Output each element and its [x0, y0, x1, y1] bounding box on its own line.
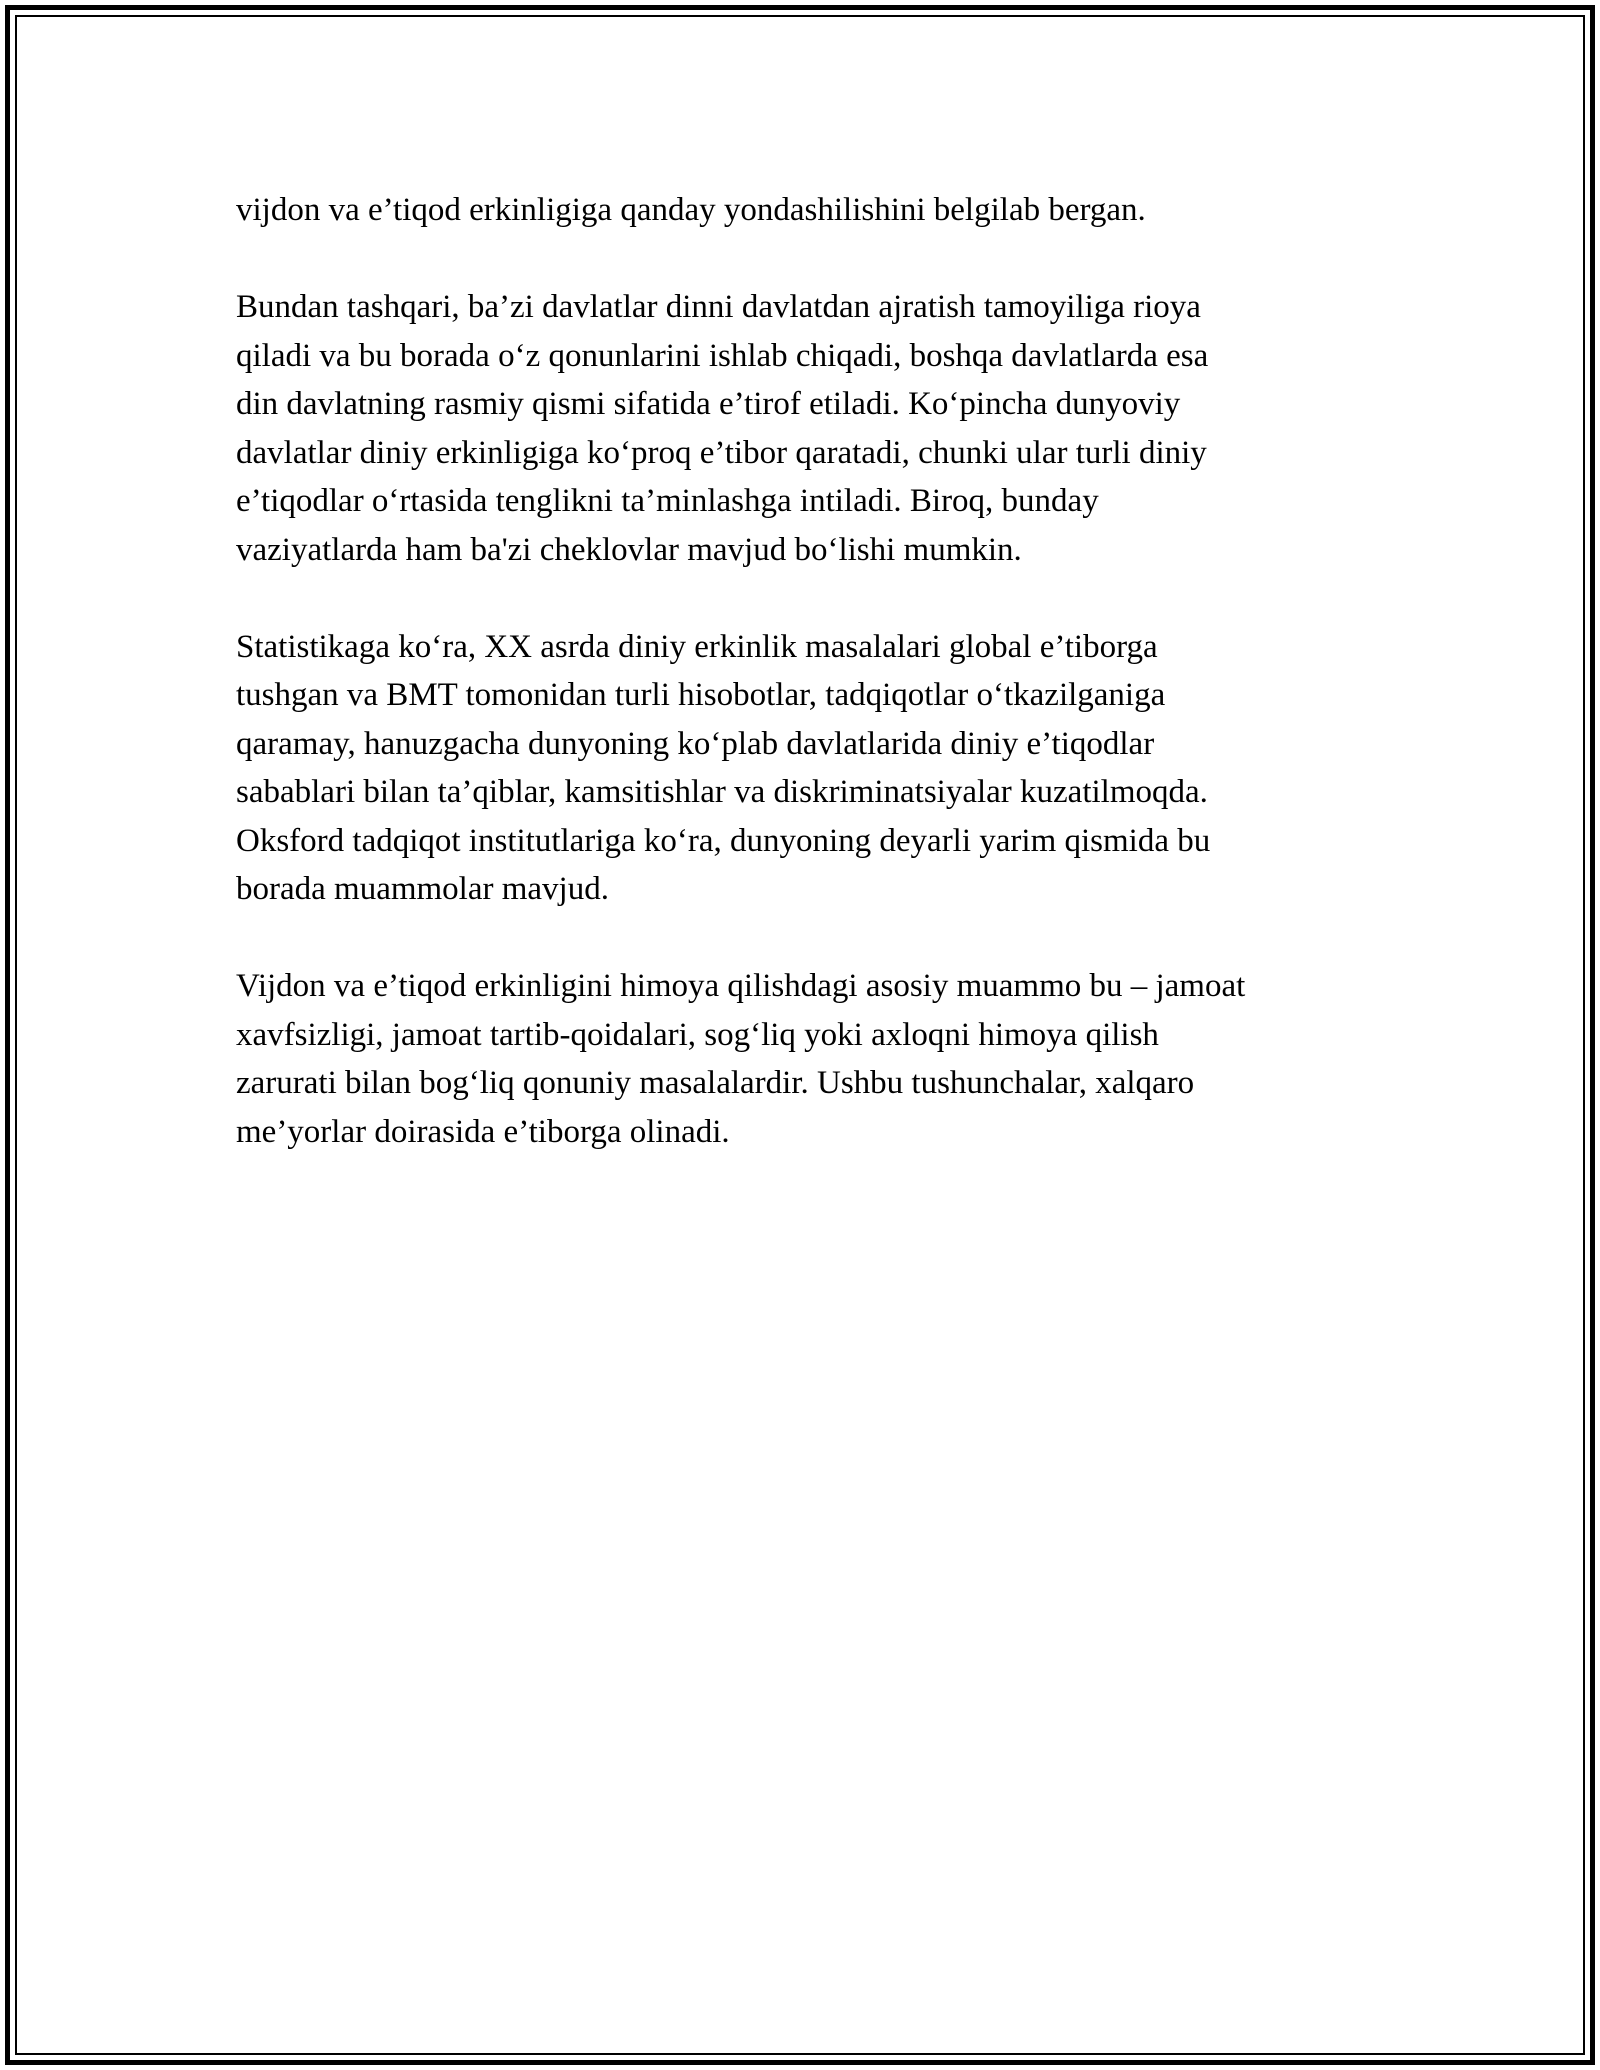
- paragraph-1: vijdon va e’tiqod erkinligiga qanday yondashilishini belgilab bergan.: [236, 192, 1146, 228]
- paragraph-4: Vijdon va e’tiqod erkinligini himoya qilishdagi asosiy muammo bu – jamoat xavfsizligi, jamoat tartib-qoidalari, sog‘liq yoki axloqni himoya qilish zarurati bilan bog‘liq qonuniy masalalardir. Ushbu tushunchalar, xalqaro me’yorlar doirasida e’tiborga olinadi.: [236, 968, 1246, 1150]
- document-body: [236, 186, 1366, 1205]
- paragraph-3: Statistikaga ko‘ra, XX asrda diniy erkinlik masalalari global e’tiborga tushgan va BMT tomonidan turli hisobotlar, tadqiqotlar o‘tkazilganiga qaramay, hanuzgacha dunyoning ko‘plab davlatlarida diniy e’tiqodlar sabablari bilan ta’qiblar, kamsitishlar va diskriminatsiyalar kuzatilmoqda. Oksford tadqiqot institutlariga ko‘ra, dunyoning deyarli yarim qismida bu borada muammolar mavjud.: [236, 628, 1211, 907]
- paragraph-2: Bundan tashqari, ba’zi davlatlar dinni davlatdan ajratish tamoyiliga rioya qiladi va bu borada o‘z qonunlarini ishlab chiqadi, boshqa davlatlarda esa din davlatning rasmiy qismi sifatida e’tirof etiladi. Ko‘pincha dunyoviy davlatlar diniy erkinligiga ko‘proq e’tibor qaratadi, chunki ular turli diniy e’tiqodlar o‘rtasida tenglikni ta’minlashga intiladi. Biroq, bunday vaziyatlarda ham ba'zi cheklovlar mavjud bo‘lishi mumkin.: [236, 289, 1209, 568]
